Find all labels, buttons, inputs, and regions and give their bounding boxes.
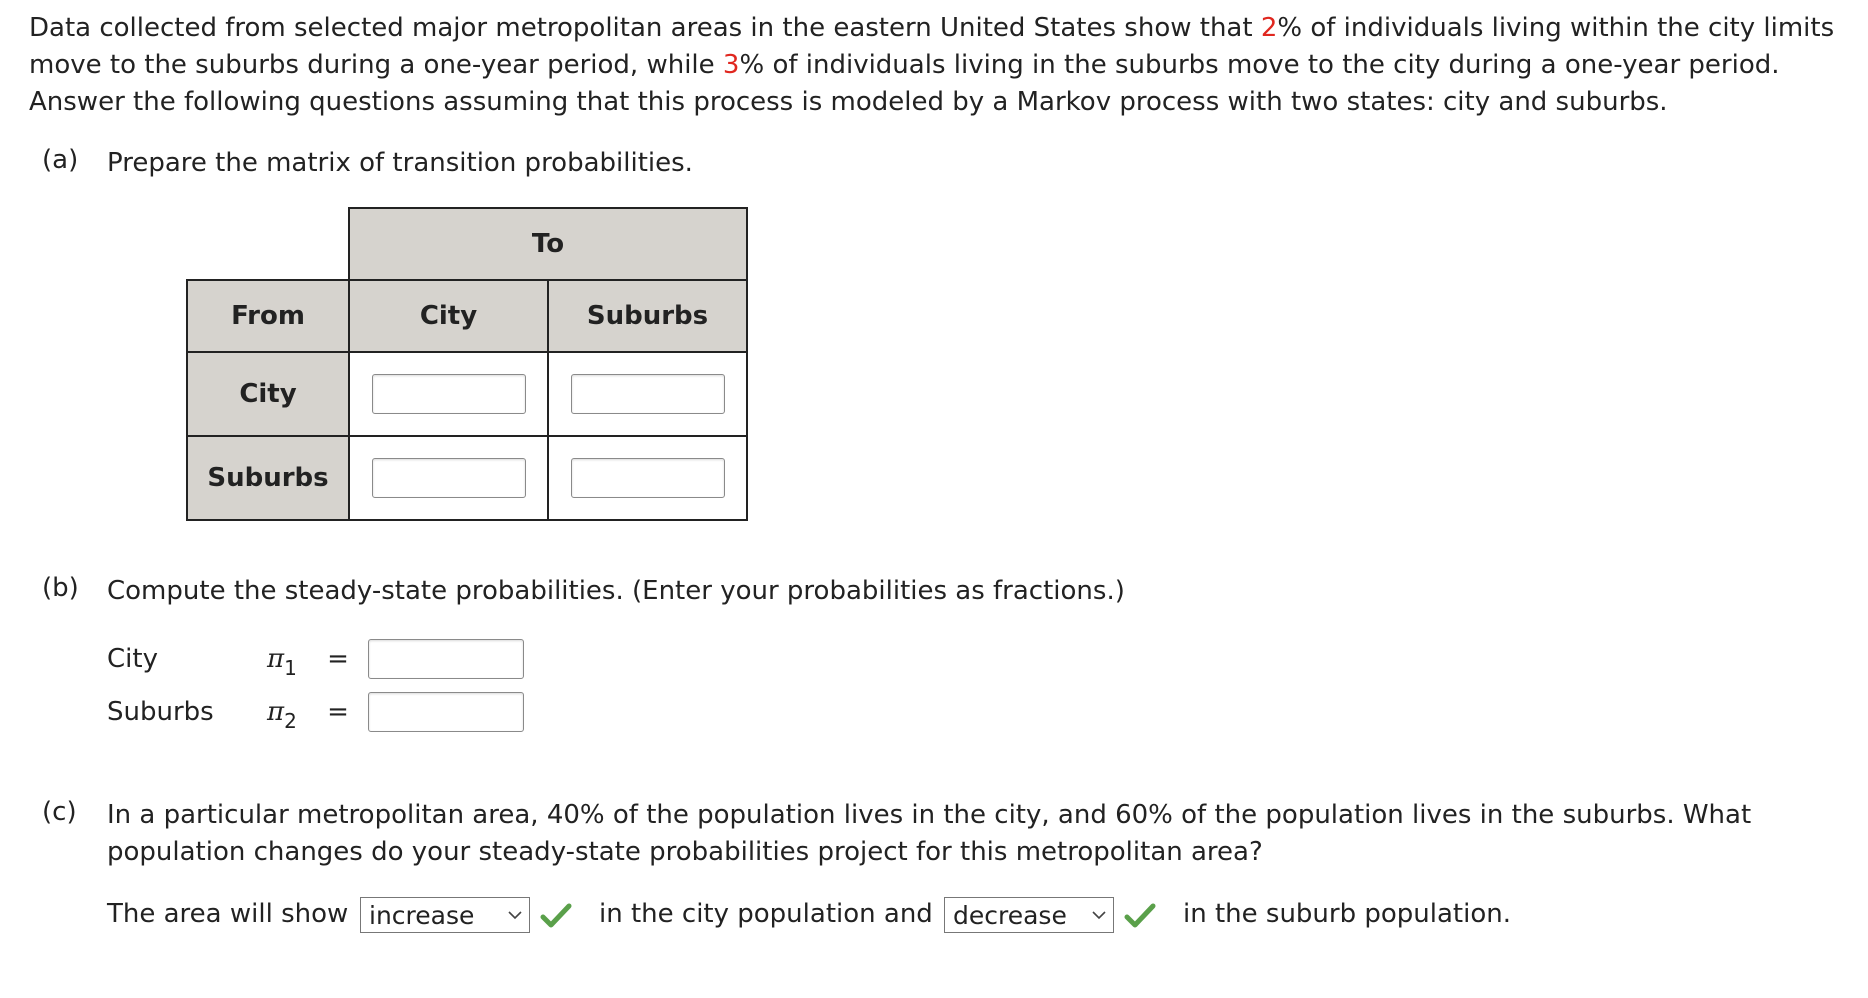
cell-suburbs-suburbs — [548, 436, 747, 520]
part-a-label: (a) — [42, 145, 79, 175]
suburb-move-percent: 3 — [722, 50, 740, 80]
cell-suburbs-city — [349, 436, 548, 520]
pi-2-symbol: $\pi_2$ — [267, 697, 297, 733]
transition-matrix-table — [186, 207, 748, 521]
answer-suffix-text: in the suburb population. — [1183, 899, 1511, 929]
checkmark-icon — [1124, 902, 1156, 930]
city-change-select-value: increase — [369, 900, 475, 930]
cell-city-suburbs — [548, 352, 747, 436]
answer-middle-text: in the city population and — [599, 899, 933, 929]
col-header-suburbs: Suburbs — [548, 280, 747, 352]
chevron-down-icon — [507, 907, 523, 923]
chevron-down-icon — [1091, 907, 1107, 923]
suburb-change-select[interactable] — [944, 897, 1114, 933]
col-header-city: City — [349, 280, 548, 352]
row-header-suburbs: Suburbs — [187, 436, 349, 520]
answer-prefix-text: The area will show — [107, 899, 349, 929]
input-pi-2[interactable] — [369, 693, 523, 731]
input-city-to-city[interactable] — [373, 375, 525, 413]
part-b-label: (b) — [42, 573, 79, 603]
city-move-percent: 2 — [1260, 13, 1278, 43]
input-suburbs-to-city[interactable] — [373, 459, 525, 497]
empty-corner-cell — [187, 208, 349, 280]
part-c-label: (c) — [42, 797, 77, 827]
cell-city-city — [349, 352, 548, 436]
to-header: To — [349, 208, 747, 280]
steady-state-row-suburbs — [107, 690, 524, 734]
checkmark-icon — [540, 902, 572, 930]
part-a-prompt: Prepare the matrix of transition probabilities. — [107, 148, 693, 178]
equals-sign: = — [327, 644, 349, 674]
steady-state-row-city — [107, 637, 524, 681]
steady-state-label-city: City — [107, 644, 158, 674]
problem-statement: Data collected from selected major metropolitan areas in the eastern United States show that 2% of individuals living within the city limits move to the suburbs during a one-year period, while 3% of individuals living in the suburbs move to the city during a one-year period. Answer the following questions assuming that this process is modeled by a Markov process with two states: city and suburbs. — [29, 13, 1835, 117]
input-suburbs-to-suburbs[interactable] — [572, 459, 724, 497]
suburb-change-select-value: decrease — [953, 900, 1067, 930]
city-change-select[interactable] — [360, 897, 530, 933]
pi-1-symbol: $\pi_1$ — [267, 644, 297, 680]
part-b-prompt: Compute the steady-state probabilities. (Enter your probabilities as fractions.) — [107, 576, 1125, 606]
from-header: From — [187, 280, 349, 352]
part-c-prompt: In a particular metropolitan area, 40% of the population lives in the city, and 60% of the population lives in the suburbs. What population changes do your steady-state probabilities project for this metropolitan area? — [107, 800, 1752, 867]
input-city-to-suburbs[interactable] — [572, 375, 724, 413]
row-header-city: City — [187, 352, 349, 436]
equals-sign: = — [327, 697, 349, 727]
steady-state-label-suburbs: Suburbs — [107, 697, 214, 727]
input-pi-1[interactable] — [369, 640, 523, 678]
